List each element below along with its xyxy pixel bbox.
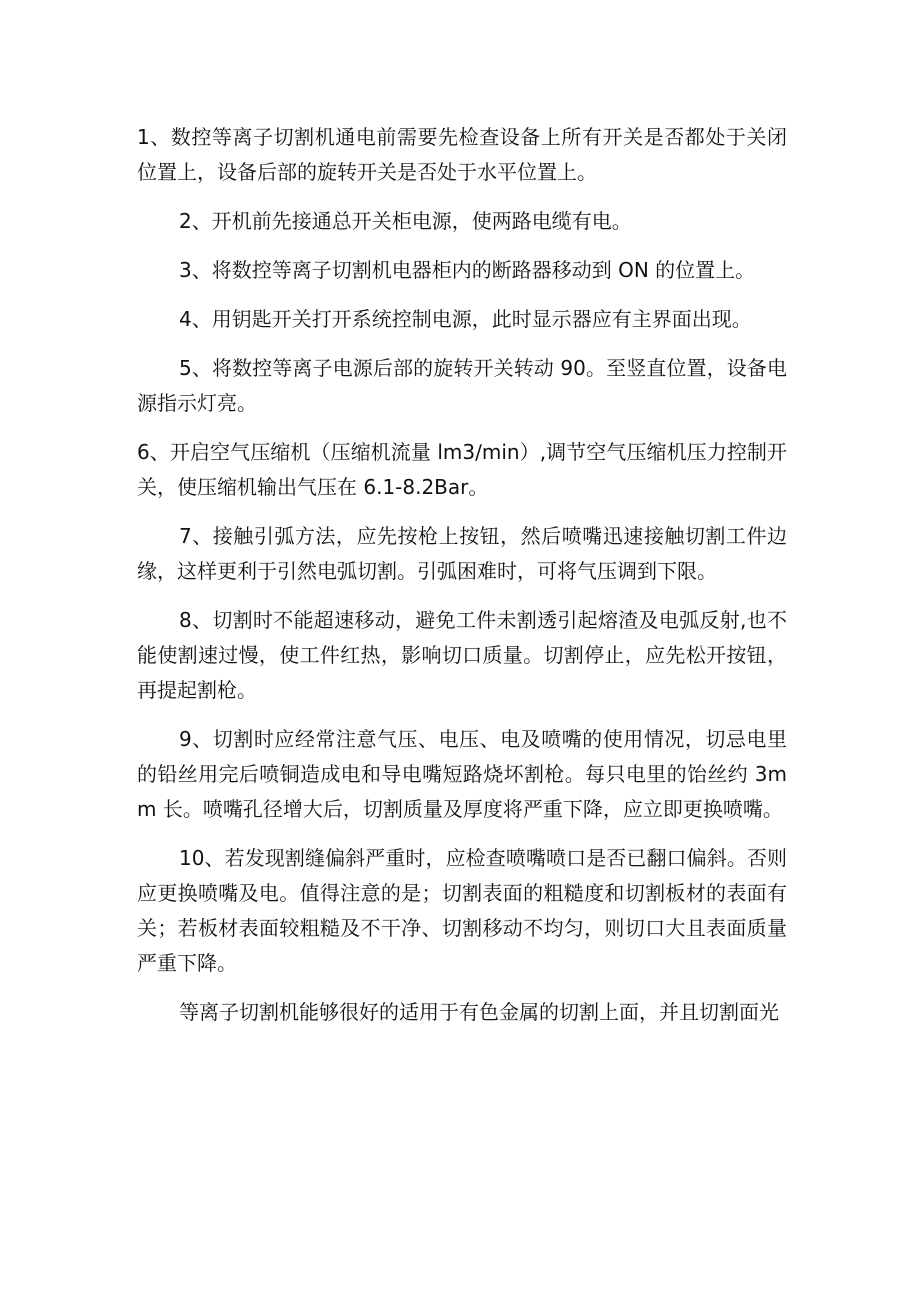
paragraph-10: 10、若发现割缝偏斜严重时，应检查喷嘴喷口是否已翻口偏斜。否则应更换喷嘴及电。值得注意的是；切割表面的粗糙度和切割板材的表面有关；若板材表面较粗糙及不干净、切割移动不均匀，则切口大且表面质量严重下降。 bbox=[137, 846, 787, 975]
paragraph-6: 6、开启空气压缩机（压缩机流量 lm3∕min）,调节空气压缩机压力控制开关，使压缩机输出气压在 6.1-8.2Bar。 bbox=[137, 440, 787, 499]
paragraph-4: 4、用钥匙开关打开系统控制电源，此时显示器应有主界面出现。 bbox=[179, 307, 752, 331]
paragraph-3: 3、将数控等离子切割机电器柜内的断路器移动到 ON 的位置上。 bbox=[179, 258, 756, 282]
paragraph-5: 5、将数控等离子电源后部的旋转开关转动 90。至竖直位置，设备电源指示灯亮。 bbox=[137, 356, 787, 415]
paragraph-9: 9、切割时应经常注意气压、电压、电及喷嘴的使用情况，切忌电里的铅丝用完后喷铜造成电和导电嘴短路烧坏割枪。每只电里的饴丝约 3mm 长。喷嘴孔径增大后，切割质量及厚度将严重下降，应立即更换喷嘴。 bbox=[137, 727, 787, 821]
paragraph-11: 等离子切割机能够很好的适用于有色金属的切割上面，并且切割面光 bbox=[179, 1000, 779, 1024]
paragraph-7: 7、接触引弧方法，应先按枪上按钮，然后喷嘴迅速接触切割工件边缘，这样更利于引然电弧切割。引弧困难时，可将气压调到下限。 bbox=[137, 524, 787, 583]
paragraph-2: 2、开机前先接通总开关柜电源，使两路电缆有电。 bbox=[179, 209, 632, 233]
paragraph-1: 1、数控等离子切割机通电前需要先检查设备上所有开关是否都处于关闭位置上，设备后部的旋转开关是否处于水平位置上。 bbox=[137, 125, 787, 184]
document-body bbox=[137, 120, 787, 1044]
paragraph-8: 8、切割时不能超速移动，避免工件未割透引起熔渣及电弧反射,也不能使割速过慢，使工件红热，影响切口质量。切割停止，应先松开按钮，再提起割枪。 bbox=[137, 608, 787, 702]
